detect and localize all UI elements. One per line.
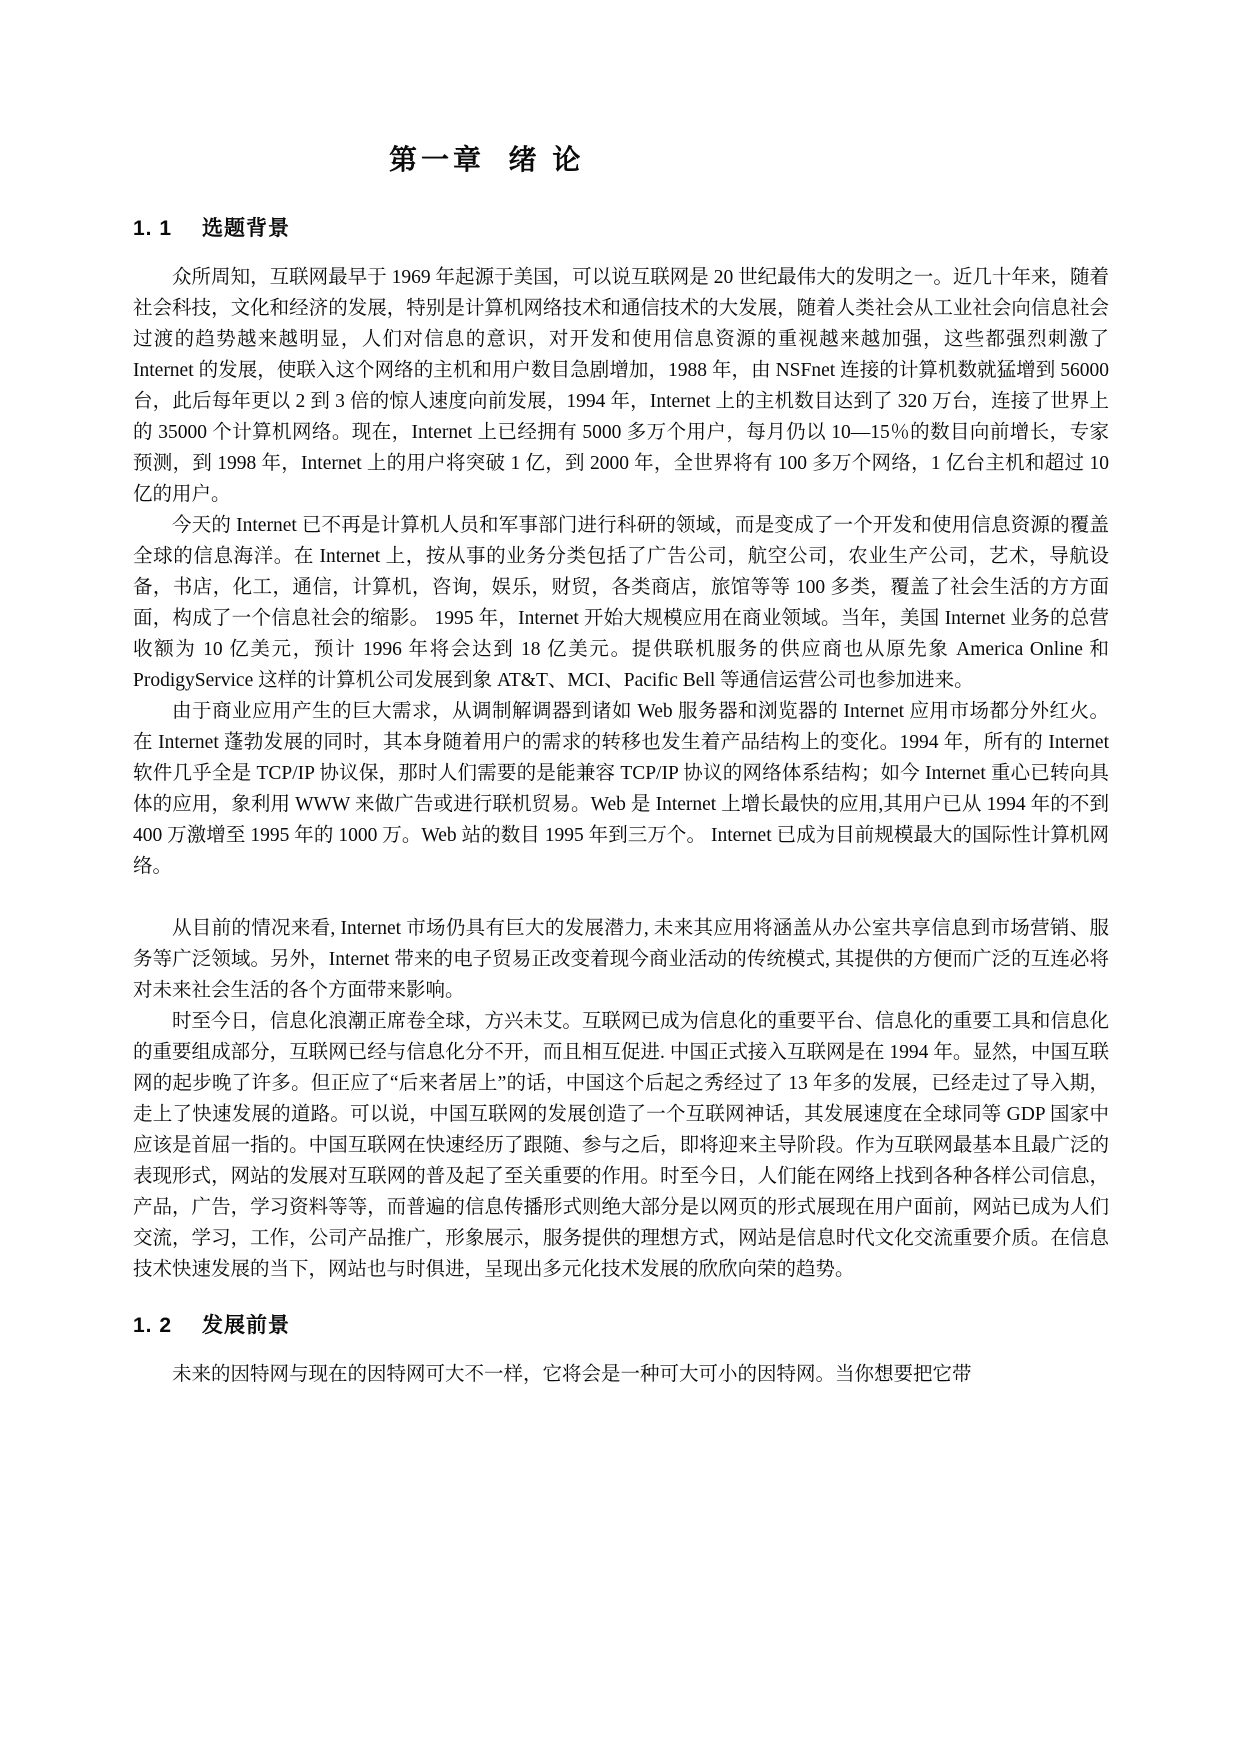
section-number: 1. 1	[133, 217, 173, 240]
section-label: 发展前景	[202, 1314, 291, 1337]
paragraph: 从目前的情况来看, Internet 市场仍具有巨大的发展潜力, 未来其应用将涵盖从办公室共享信息到市场营销、服务等广泛领域。另外，Internet 带来的电子贸易正改变着现今商业活动的传统模式, 其提供的方便而广泛的互连必将对未来社会生活的各个方面带来影响。	[133, 918, 1109, 1001]
paragraph: 今天的 Internet 已不再是计算机人员和军事部门进行科研的领域，而是变成了一个开发和使用信息资源的覆盖全球的信息海洋。在 Internet 上，按从事的业务分类包括了广告公司，航空公司，农业生产公司，艺术，导航设备，书店，化工，通信，计算机，咨询，娱乐，财贸，各类商店，旅馆等等 100 多类，覆盖了社会生活的方方面面，构成了一个信息社会的缩影。 1995 年，Internet 开始大规模应用在商业领域。当年，美国 Internet 业务的总营收额为 10 亿美元，预计 1996 年将会达到 18 亿美元。提供联机服务的供应商也从原先象 America Online 和 ProdigyService 这样的计算机公司发展到象 AT&T、MCI、Pacific Bell 等通信运营公司也参加进来。	[133, 515, 1109, 691]
section-label: 选题背景	[202, 217, 291, 240]
paragraph: 众所周知，互联网最早于 1969 年起源于美国，可以说互联网是 20 世纪最伟大的发明之一。近几十年来，随着社会科技，文化和经济的发展，特别是计算机网络技术和通信技术的大发展，随着人类社会从工业社会向信息社会过渡的趋势越来越明显，人们对信息的意识，对开发和使用信息资源的重视越来越加强，这些都强烈刺激了 Internet 的发展，使联入这个网络的主机和用户数目急剧增加，1988 年，由 NSFnet 连接的计算机数就猛增到 56000 台，此后每年更以 2 到 3 倍的惊人速度向前发展，1994 年，Internet 上的主机数目达到了 320 万台，连接了世界上的 35000 个计算机网络。现在，Internet 上已经拥有 5000 多万个用户，每月仍以 10—15％的数目向前增长，专家预测，到 1998 年，Internet 上的用户将突破 1 亿，到 2000 年，全世界将有 100 多万个网络，1 亿台主机和超过 10 亿的用户。	[133, 267, 1109, 505]
chapter-title: 第一章 绪 论	[389, 144, 585, 175]
section-number: 1. 2	[133, 1314, 173, 1337]
paragraph: 未来的因特网与现在的因特网可大不一样，它将会是一种可大可小的因特网。当你想要把它带	[172, 1364, 972, 1385]
paragraph: 由于商业应用产生的巨大需求，从调制解调器到诸如 Web 服务器和浏览器的 Internet 应用市场都分外红火。 在 Internet 蓬勃发展的同时，其本身随着用户的需求的转移也发生着产品结构上的变化。1994 年，所有的 Internet 软件几乎全是 TCP/IP 协议保，那时人们需要的是能兼容 TCP/IP 协议的网络体系结构；如今 Internet 重心已转向具体的应用，象利用 WWW 来做广告或进行联机贸易。Web 是 Internet 上增长最快的应用,其用户已从 1994 年的不到 400 万激增至 1995 年的 1000 万。Web 站的数目 1995 年到三万个。 Internet 已成为目前规模最大的国际性计算机网络。	[133, 701, 1109, 877]
section-heading-1-1	[133, 212, 1109, 242]
section-1-2	[133, 1309, 1109, 1390]
section-heading-1-2	[133, 1309, 1109, 1339]
paragraph: 时至今日，信息化浪潮正席卷全球，方兴未艾。互联网已成为信息化的重要平台、信息化的重要工具和信息化的重要组成部分，互联网已经与信息化分不开，而且相互促进. 中国正式接入互联网是在 1994 年。显然，中国互联网的起步晚了许多。但正应了“后来者居上”的话，中国这个后起之秀经过了 13 年多的发展，已经走过了导入期，走上了快速发展的道路。可以说，中国互联网的发展创造了一个互联网神话，其发展速度在全球同等 GDP 国家中应该是首屈一指的。中国互联网在快速经历了跟随、参与之后，即将迎来主导阶段。作为互联网最基本且最广泛的表现形式，网站的发展对互联网的普及起了至关重要的作用。时至今日，人们能在网络上找到各种各样公司信息，产品，广告，学习资料等等，而普遍的信息传播形式则绝大部分是以网页的形式展现在用户面前，网站已成为人们交流，学习，工作，公司产品推广，形象展示，服务提供的理想方式，网站是信息时代文化交流重要介质。在信息技术快速发展的当下，网站也与时俱进，呈现出多元化技术发展的欣欣向荣的趋势。	[133, 1011, 1109, 1280]
section-1-1	[133, 212, 1109, 1285]
